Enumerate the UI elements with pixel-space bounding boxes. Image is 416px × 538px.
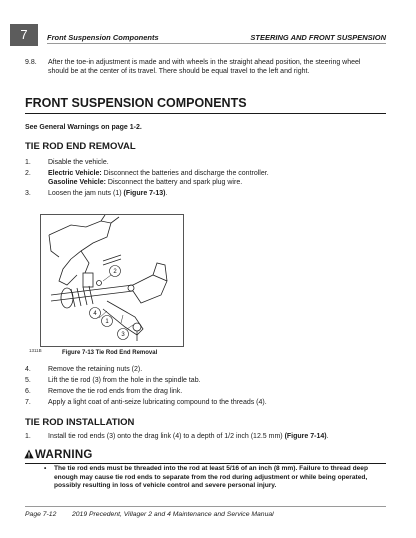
step-number: 3. [25, 190, 31, 197]
step-text: Lift the tie rod (3) from the hole in the spindle tab. [48, 377, 201, 384]
figure-code: 1311B [29, 348, 42, 353]
tie-rod-diagram [41, 215, 183, 346]
gasoline-vehicle-text: Disconnect the battery and spark plug wire. [105, 179, 243, 186]
general-warnings-note: See General Warnings on page 1-2. [25, 124, 142, 131]
step-number: 2. [25, 170, 31, 177]
step-text-body: Loosen the jam nuts (1) [48, 190, 124, 197]
step-text: Disable the vehicle. [48, 159, 109, 166]
removal-step-3 [25, 189, 380, 198]
step-text: After the toe-in adjustment is made and with wheels in the straight ahead position, the steering wheel should be at the center of its travel. There should be equal travel to the left and right. [48, 59, 361, 75]
chapter-tab: 7 [10, 24, 38, 46]
callout-2: 2 [113, 269, 117, 276]
warning-rule [25, 463, 386, 464]
warning-title: WARNING [35, 449, 93, 461]
removal-step-1 [25, 158, 380, 167]
step-number: 7. [25, 399, 31, 406]
step-text [48, 432, 396, 441]
step-number: 5. [25, 377, 31, 384]
warning-text: The tie rod ends must be threaded into the rod at least 5/16 of an inch (8 mm). Failure to thread deep enough may cause tie rod ends to separate from the rod during adjustment or while being operated, possibly resulting in loss of vehicle control and severe personal injury. [54, 465, 368, 489]
callout-1: 1 [105, 319, 109, 326]
gasoline-vehicle-label: Gasoline Vehicle: [48, 179, 106, 186]
warning-bullet: • [44, 465, 47, 472]
step-9-8 [25, 58, 380, 78]
step-number: 1. [25, 159, 31, 166]
manual-title: 2019 Precedent, Villager 2 and 4 Maintenance and Service Manual [72, 511, 274, 518]
running-header-chapter: STEERING AND FRONT SUSPENSION [250, 33, 386, 42]
removal-step-4 [25, 365, 380, 374]
running-header-section: Front Suspension Components [47, 33, 159, 42]
step-text-body: Install tie rod ends (3) onto the drag link (4) to a depth of 1/2 inch (12.5 mm) [48, 433, 285, 440]
callout-3: 3 [121, 332, 125, 339]
step-text: Remove the retaining nuts (2). [48, 366, 143, 373]
electric-vehicle-label: Electric Vehicle: [48, 170, 102, 177]
step-number: 4. [25, 366, 31, 373]
step-text: Remove the tie rod ends from the drag link. [48, 388, 183, 395]
electric-vehicle-text: Disconnect the batteries and discharge the controller. [101, 170, 269, 177]
step-text-tail: . [165, 190, 168, 197]
step-text [48, 169, 380, 187]
figure-reference: (Figure 7-13) [123, 190, 166, 197]
figure-caption: Figure 7-13 Tie Rod End Removal [62, 350, 158, 356]
removal-step-6 [25, 387, 380, 396]
page-number: Page 7-12 [25, 511, 57, 518]
subheading-tie-rod-installation: TIE ROD INSTALLATION [25, 417, 135, 428]
step-number: 9.8. [25, 59, 37, 66]
step-text-tail: . [326, 433, 329, 440]
footer-rule [25, 506, 386, 507]
header-rule [47, 43, 386, 44]
installation-step-1 [25, 432, 396, 441]
removal-step-5 [25, 376, 380, 385]
subheading-tie-rod-removal: TIE ROD END REMOVAL [25, 141, 136, 152]
section-heading: FRONT SUSPENSION COMPONENTS [25, 96, 247, 110]
step-text [48, 189, 380, 198]
step-text: Apply a light coat of anti-seize lubricating compound to the threads (4). [48, 399, 267, 406]
figure-7-13-illustration [40, 214, 184, 347]
callout-4: 4 [93, 311, 97, 318]
step-number: 6. [25, 388, 31, 395]
figure-reference: (Figure 7-14) [284, 433, 327, 440]
removal-step-2 [25, 169, 380, 187]
step-number: 1. [25, 433, 31, 440]
removal-step-7 [25, 398, 380, 407]
warning-triangle-icon [24, 449, 34, 459]
heading-rule [25, 113, 386, 114]
